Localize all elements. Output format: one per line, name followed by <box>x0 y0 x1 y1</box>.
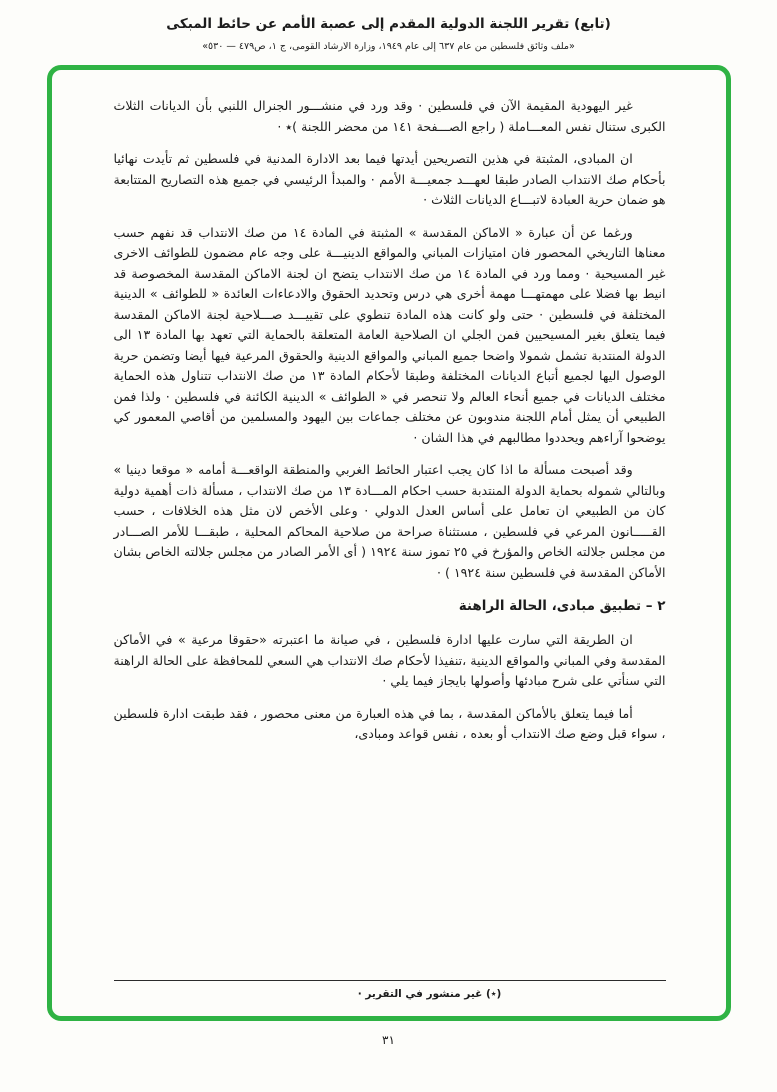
paragraph-3: ورغما عن أن عبارة « الاماكن المقدسة » المثبتة في المادة ١٤ من صك الانتداب قد نفهم حسب معناها التاريخي المحصور فان امتيازات المباني والمواقع الدينيـــة على وجه عام مضمون للطوائف الاخرى غير المسيحية · ومما ورد في المادة ١٤ من صك الانتداب يتضح ان لجنة الاماكن المقدسة المخصوصة قد انيط بها فضلا على مهمتهـــا مهمة أخرى هي درس وتحديد الحقوق والادعاءات العائدة « للطوائف » الدينية المختلفة في فلسطين · حتى ولو كانت هذه المادة تنطوي على تقييـــد صـــلاحية لجنة الاماكن المقدسة فيما يتعلق بغير المسيحيين فمن الجلي ان الصلاحية العامة المتعلقة بالحماية التي تعهد بها المادة ١٣ الى الدولة المنتدبة تشمل شمولا واضحا جميع المباني والمواقع الدينية والحقوق المرعية فيها أيضا وتضمن حرية الوصول اليها لجميع أتباع الديانات المختلفة وطبقا لأحكام المادة ١٣ من صك الانتداب تتناول هذه الحماية مختلف الديانات في جميع أنحاء العالم ولا تنحصر في « الطوائف » الدينية الكائنة في فلسطين · ولذا فمن الطبيعي أن يمثل أمام اللجنة مندوبون عن مختلف جماعات بين اليهود والمسلمين من أقاصي المعمور كي يوضحوا آراءهم ويحددوا مطالبهم في هذا الشان · <box>113 224 666 445</box>
paragraph-2: ان المبادى، المثبتة في هذين التصريحين أيدتها فيما بعد الادارة المدنية في فلسطين ثم تأيدت نهائيا بأحكام صك الانتداب الصادر طبقا لعهـــد جمعيـــة الأمم · والمبدأ الرئيسي في جميع هذه التصاريح المتتابعة هو ضمان حرية العبادة لاتبـــاع الديانات الثلاث · <box>113 151 666 208</box>
document-body <box>114 96 666 757</box>
footnote-divider <box>114 980 666 981</box>
paragraph-4: وقد أصبحت مسألة ما اذا كان يجب اعتبار الحائط الغربي والمنطقة الواقعـــة أمامه « موقعا دينيا » وبالتالي شموله بحماية الدولة المنتدبة حسب احكام المـــادة ١٣ من صك الانتداب ، مسألة ذات أهمية دولية كان من الطبيعي ان تعامل على أساس العدل الدولي · وعلى الأخص لان مثل هذه الخلافات ، حسب القـــــانون المرعي في فلسطين ، مستثناة صراحة من صلاحية المحاكم المحلية ، طبقـــا للأمر الصـــادر من مجلس جلالته الخاص والمؤرخ في ٢٥ تموز سنة ١٩٢٤ ( أى الأمر الصادر من مجلس جلالته الخاص بشان الأماكن المقدسة في فلسطين سنة ١٩٢٤ ) · <box>113 462 666 580</box>
page-number: ٣١ <box>382 1033 395 1047</box>
paragraph-1: غير اليهودية المقيمة الآن في فلسطين · وقد ورد في منشـــور الجنرال اللنبي بأن الديانات الثلاث الكبرى ستنال نفس المعـــاملة ( راجع الصـــفحة ١٤١ من محضر اللجنة )٭ · <box>113 98 666 134</box>
paragraph-6: أما فيما يتعلق بالأماكن المقدسة ، بما في هذه العبارة من معنى محصور ، فقد طبقت ادارة فلسطين ، سواء قبل وضع صك الانتداب أو بعده ، نفس قواعد ومبادى، <box>113 705 666 742</box>
page-header <box>0 16 777 52</box>
paragraph-5: ان الطريقة التي سارت عليها ادارة فلسطين ، في صيانة ما اعتبرته «حقوقا مرعية » في الأماكن المقدسة وفي المباني والمواقع الدينية ،تنفيذا لأحكام صك الانتداب هي السعي للمحافظة على الحالة الراهنة التي سنأتي على شرح مبادئها وأصولها بايجاز فيما يلي · <box>113 632 666 689</box>
footnote-text: (٭) غير منشور في التقرير · <box>357 988 502 1000</box>
document-title: (تابع) تقرير اللجنة الدولية المقدم إلى عصبة الأمم عن حائط المبكى <box>166 16 611 32</box>
section-heading: ٢ – تطبيق مبادى، الحالة الراهنة <box>458 598 666 615</box>
footnote-area <box>114 980 666 1000</box>
highlight-frame <box>47 65 731 1021</box>
source-citation: «ملف وثائق فلسطين من عام ٦٣٧ إلى عام ١٩٤٩، وزارة الارشاد القومى، ج ١، ص٤٧٩ — ٥٣٠» <box>202 41 575 52</box>
